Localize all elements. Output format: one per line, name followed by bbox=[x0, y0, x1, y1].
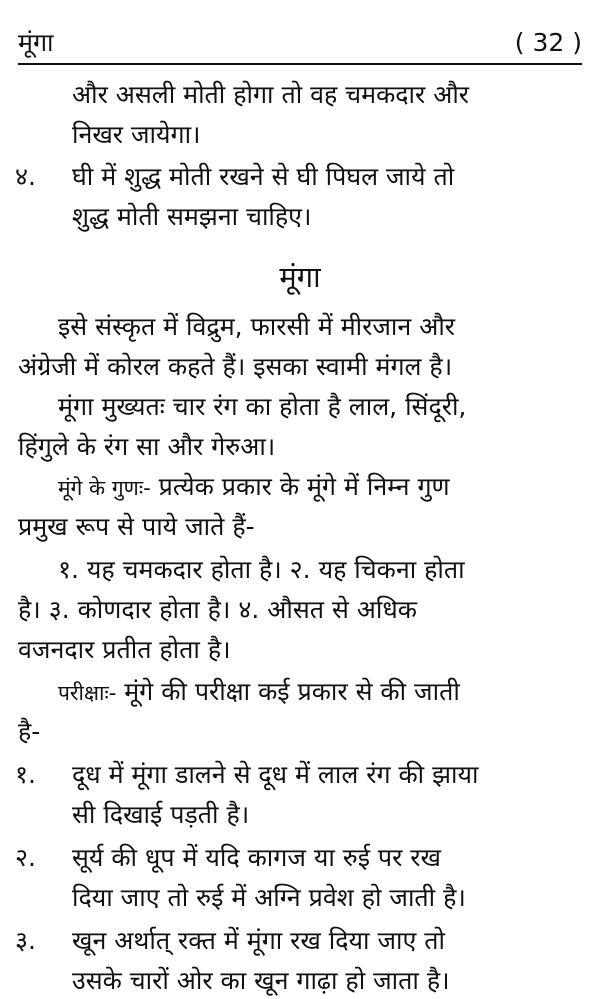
test-2-line-1: सूर्य की धूप में यदि कागज या रुई पर रख bbox=[72, 843, 441, 872]
pariksha-line-1-text: मूंगे की परीक्षा कई प्रकार से की जाती bbox=[124, 677, 460, 706]
gun-label: मूंगे के गुणः- bbox=[58, 476, 151, 500]
gun-list-line-1: १. यह चमकदार होता है। २. यह चिकना होता bbox=[58, 555, 465, 584]
gun-line-1 bbox=[58, 469, 450, 506]
test-3-line-2: उसके चारों ओर का खून गाढ़ा हो जाता है। bbox=[72, 966, 450, 995]
gun-list-line-3: वजनदार प्रतीत होता है। bbox=[18, 635, 231, 664]
pariksha-line-1 bbox=[58, 674, 460, 711]
test-2-line-2: दिया जाए तो रुई में अग्नि प्रवेश हो जाती है। bbox=[72, 883, 466, 912]
section-heading: मूंगा bbox=[279, 260, 321, 294]
test-1-number: १. bbox=[15, 760, 36, 789]
para-1-line-2: अंग्रेजी में कोरल कहते हैं। इसका स्वामी मंगल है। bbox=[18, 352, 453, 381]
page-header bbox=[18, 28, 582, 64]
item-4-number: ४. bbox=[15, 162, 36, 191]
gun-line-2: प्रमुख रूप से पाये जाते हैं- bbox=[18, 512, 255, 541]
test-3-line-1: खून अर्थात् रक्त में मूंगा रख दिया जाए तो bbox=[72, 926, 446, 955]
pariksha-label: परीक्षाः- bbox=[58, 681, 117, 705]
para-1-line-1: इसे संस्कृत में विद्रुम, फारसी में मीरजान और bbox=[58, 312, 456, 341]
gun-list-line-2: है। ३. कोणदार होता है। ४. औसत से अधिक bbox=[18, 595, 417, 624]
intro-line-2: निखर जायेगा। bbox=[72, 120, 201, 149]
test-3-number: ३. bbox=[15, 926, 36, 955]
test-1-line-1: दूध में मूंगा डालने से दूध में लाल रंग की झाया bbox=[72, 760, 479, 789]
header-rule bbox=[18, 63, 582, 65]
intro-line-1: और असली मोती होगा तो वह चमकदार और bbox=[72, 80, 470, 109]
para-2-line-2: हिंगुले के रंग सा और गेरुआ। bbox=[18, 432, 276, 461]
pariksha-line-2: है- bbox=[18, 717, 41, 746]
gun-line-1-text: प्रत्येक प्रकार के मूंगे में निम्न गुण bbox=[158, 472, 450, 501]
item-4-line-1: घी में शुद्ध मोती रखने से घी पिघल जाये तो bbox=[72, 162, 455, 191]
test-1-line-2: सी दिखाई पड़ती है। bbox=[72, 800, 250, 829]
running-header-title: मूंगा bbox=[18, 28, 54, 57]
test-2-number: २. bbox=[15, 843, 36, 872]
page-number: ( 32 ) bbox=[514, 28, 582, 57]
para-2-line-1: मूंगा मुख्यतः चार रंग का होता है लाल, सिंदूरी, bbox=[58, 392, 467, 421]
item-4-line-2: शुद्ध मोती समझना चाहिए। bbox=[72, 202, 312, 231]
